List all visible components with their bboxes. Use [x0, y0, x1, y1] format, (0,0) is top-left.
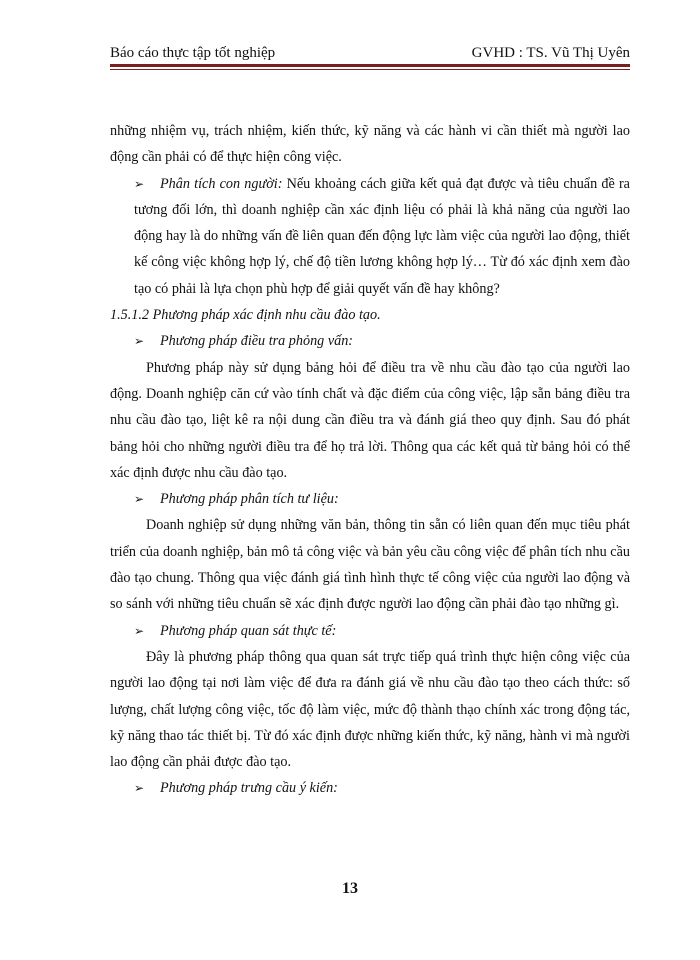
method-paragraph-survey: Phương pháp này sử dụng bảng hỏi để điều tra về nhu cầu đào tạo của người lao động. Doanh nghiệp căn cứ vào tính chất và đặc điểm của công việc, lập sẵn bảng điều tra nhu cầu đào tạo, liệt kê ra nội dung cần điều tra và đánh giá theo quy định. Sau đó phát bảng hỏi cho những người điều tra để họ trả lời. Thông qua các kết quả từ bảng hỏi có thể xác định được nhu cầu đào tạo.: [110, 359, 630, 481]
page-header: [110, 40, 630, 62]
method-title: Phương pháp phân tích tư liệu:: [160, 491, 339, 508]
bullet-text: Nếu khoảng cách giữa kết quả đạt được và tiêu chuẩn đề ra tương đối lớn, thì doanh nghiệp cần xác định liệu có phải là khả năng của người lao động hay là do những vấn đề liên quan đến động lực làm việc của người lao động, thiết kế công việc không hợp lý, chế độ tiền lương không hợp lý… Từ đó xác định xem đào tạo có phải là lựa chọn phù hợp để giải quyết vấn đề hay không?: [134, 175, 630, 297]
bullet-title: Phân tích con người:: [160, 175, 283, 192]
arrow-bullet-icon: ➢: [134, 176, 145, 191]
method-paragraph-observation: Đây là phương pháp thông qua quan sát trực tiếp quá trình thực hiện công việc của người lao động tại nơi làm việc để đưa ra đánh giá về nhu cầu đào tạo theo cách thức: số lượng, chất lượng công việc, tốc độ làm việc, mức độ thành thạo chính xác trong động tác, kỹ năng thao tác thiết bị. Từ đó xác định được những kiến thức, kỹ năng, hành vi mà người lao động cần phải được đào tạo.: [110, 648, 630, 771]
method-title: Phương pháp quan sát thực tế:: [160, 622, 337, 639]
header-rule-thin: [110, 69, 630, 70]
paragraph-continuation: những nhiệm vụ, trách nhiệm, kiến thức, kỹ năng và các hành vi cần thiết mà người lao động cần phải có để thực hiện công việc.: [110, 123, 630, 166]
bullet-analysis-people: [110, 171, 630, 302]
arrow-bullet-icon: ➢: [134, 334, 145, 349]
method-title: Phương pháp trưng cầu ý kiến:: [160, 780, 338, 797]
method-heading-observation: [110, 618, 630, 644]
header-advisor: GVHD : TS. Vũ Thị Uyên: [471, 45, 630, 61]
method-title: Phương pháp điều tra phỏng vấn:: [160, 333, 354, 350]
method-heading-survey: [110, 328, 630, 354]
method-paragraph-documents: Doanh nghiệp sử dụng những văn bản, thông tin sẵn có liên quan đến mục tiêu phát triển của doanh nghiệp, bản mô tả công việc và bản yêu cầu công việc để phân tích nhu cầu đào tạo chung. Thông qua việc đánh giá tình hình thực tế công việc của người lao động và so sánh với những tiêu chuẩn sẽ xác định được người lao động cần phải đào tạo những gì.: [110, 517, 630, 613]
arrow-bullet-icon: ➢: [134, 781, 145, 796]
arrow-bullet-icon: ➢: [134, 492, 145, 507]
header-title: Báo cáo thực tập tốt nghiệp: [110, 45, 276, 61]
method-heading-documents: [110, 486, 630, 512]
section-heading: 1.5.1.2 Phương pháp xác định nhu cầu đào tạo.: [110, 307, 381, 324]
method-heading-consultation: [110, 775, 630, 801]
header-rule: [110, 64, 630, 67]
page-body: [110, 118, 630, 802]
arrow-bullet-icon: ➢: [134, 623, 145, 638]
page-number: 13: [342, 880, 358, 897]
